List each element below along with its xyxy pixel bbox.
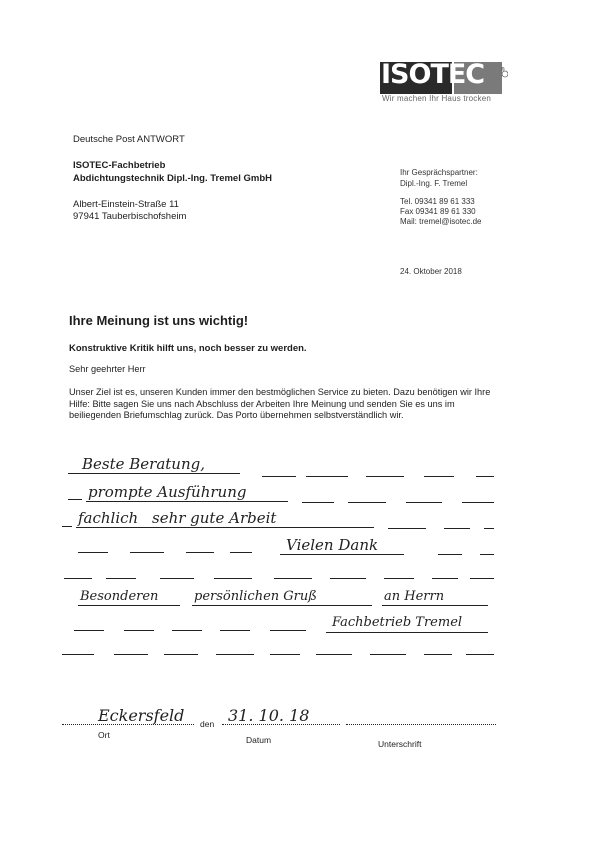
contact-name: Dipl.-Ing. F. Tremel (400, 179, 468, 188)
salutation: Sehr geehrter Herr (69, 364, 146, 374)
date-dotted-line (222, 724, 340, 725)
dash (316, 654, 352, 655)
dash (220, 630, 250, 631)
dash (462, 502, 494, 503)
handwriting-line-6a: Besonderen (80, 589, 159, 604)
unterschrift-label: Unterschrift (378, 739, 422, 749)
contact-label: Ihr Gesprächspartner: (400, 168, 478, 177)
dash (484, 528, 494, 529)
line-underline (326, 632, 488, 633)
line-underline (76, 527, 374, 528)
dash (270, 630, 306, 631)
dash (160, 578, 194, 579)
dash (78, 552, 108, 553)
dash (164, 654, 198, 655)
dash (262, 476, 296, 477)
dash (444, 528, 470, 529)
place-dotted-line (62, 724, 194, 725)
dash (62, 526, 72, 527)
line-underline (78, 605, 180, 606)
handwriting-line-3b: sehr gute Arbeit (152, 509, 277, 527)
dash (406, 502, 442, 503)
dash (424, 654, 452, 655)
logo-tagline: Wir machen Ihr Haus trocken (382, 94, 491, 103)
signature-den: den (200, 719, 215, 729)
dash (366, 476, 404, 477)
line-underline (86, 501, 288, 502)
dash (130, 552, 164, 553)
company-line-2: Abdichtungstechnik Dipl.-Ing. Tremel GmbH (73, 173, 272, 184)
dash (214, 578, 252, 579)
dash (466, 654, 494, 655)
dash (438, 554, 462, 555)
line-underline (68, 473, 240, 474)
city-address: 97941 Tauberbischofsheim (73, 211, 187, 222)
line-underline (192, 605, 372, 606)
dash (274, 578, 312, 579)
reply-label: Deutsche Post ANTWORT (73, 134, 185, 145)
signature-date: 31. 10. 18 (228, 706, 310, 725)
contact-fax: Fax 09341 89 61 330 (400, 207, 476, 216)
handwriting-line-6b: persönlichen Gruß (194, 589, 317, 604)
dash (384, 578, 414, 579)
dash (330, 578, 366, 579)
dash (306, 476, 348, 477)
line-underline (280, 554, 404, 555)
logo-brand-text: ISOTEC (381, 59, 485, 90)
dash (68, 499, 82, 500)
dash (172, 630, 202, 631)
dash (476, 476, 494, 477)
street-address: Albert-Einstein-Straße 11 (73, 199, 179, 210)
contact-mail: Mail: tremel@isotec.de (400, 217, 482, 226)
dash (106, 578, 136, 579)
dash (62, 654, 94, 655)
dash (432, 578, 458, 579)
dash (114, 654, 148, 655)
dash (270, 654, 300, 655)
body-paragraph: Unser Ziel ist es, unseren Kunden immer den bestmöglichen Service zu bieten. Dazu benötigen wir Ihre Hilfe: Bitte sagen Sie uns nach Abschluss der Arbeiten Ihre Meinung und senden Sie es uns im beiliegenden Briefumschlag zurück. Das Porto übernehmen selbstverständlich wir. (69, 387, 491, 420)
dash (348, 502, 386, 503)
page-title: Ihre Meinung ist uns wichtig! (69, 313, 249, 328)
dash (74, 630, 104, 631)
handwriting-line-6c: an Herrn (384, 589, 445, 604)
handwriting-line-4: Vielen Dank (286, 536, 379, 554)
dash (388, 528, 426, 529)
signature-dotted-line (346, 724, 496, 725)
dash (424, 476, 454, 477)
dash (302, 502, 334, 503)
dash (370, 654, 406, 655)
handwriting-line-1: Beste Beratung, (82, 455, 206, 473)
logo-trademark: ® (501, 67, 505, 73)
ort-label: Ort (98, 730, 110, 740)
datum-label: Datum (246, 735, 272, 745)
dash (480, 554, 494, 555)
subheading: Konstruktive Kritik hilft uns, noch besser zu werden. (69, 343, 307, 354)
line-underline (382, 605, 488, 606)
letter-date: 24. Oktober 2018 (400, 267, 462, 276)
dash (64, 578, 92, 579)
handwriting-line-3a: fachlich (78, 509, 139, 527)
signature-place: Eckersfeld (98, 706, 185, 725)
dash (216, 654, 254, 655)
handwriting-line-2: prompte Ausführung (88, 483, 247, 501)
contact-tel: Tel. 09341 89 61 333 (400, 197, 475, 206)
dash (470, 578, 494, 579)
dash (124, 630, 154, 631)
dash (230, 552, 252, 553)
dash (186, 552, 214, 553)
handwriting-line-7: Fachbetrieb Tremel (332, 615, 463, 630)
company-line-1: ISOTEC-Fachbetrieb (73, 160, 166, 171)
